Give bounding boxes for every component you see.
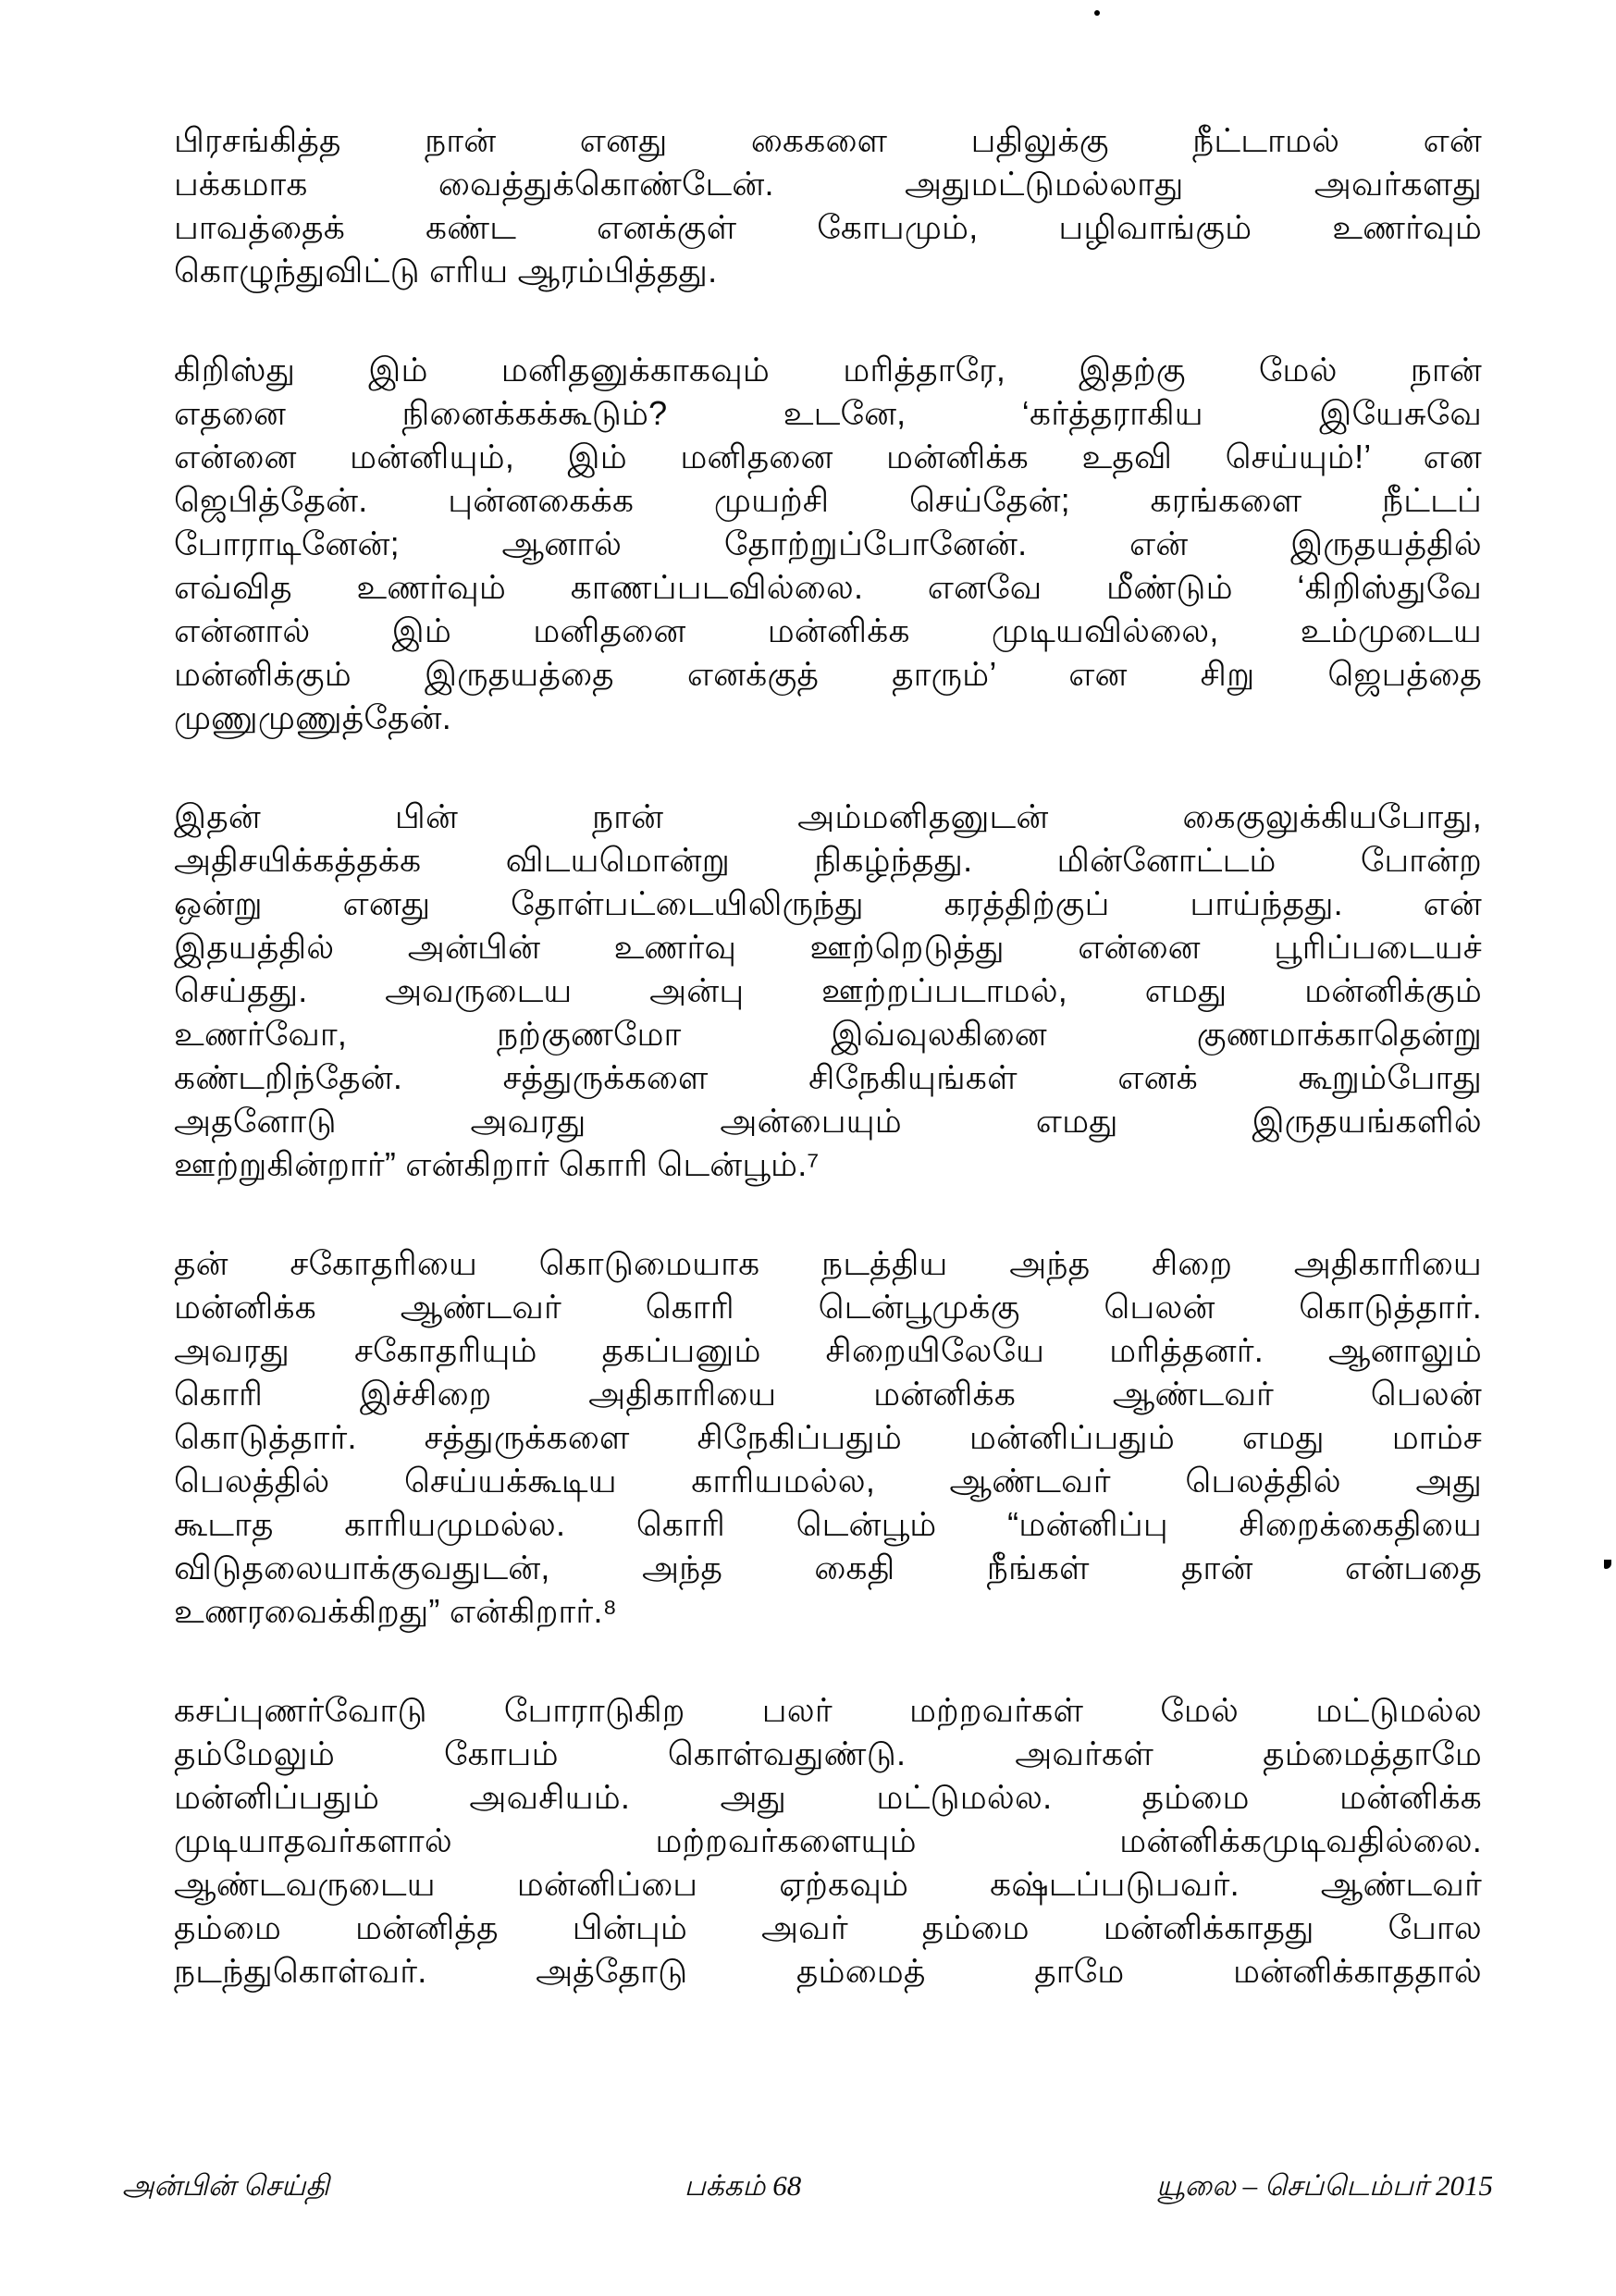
text-line: எவ்வித உணர்வும் காணப்படவில்லை. எனவே மீண்டும் ‘கிறிஸ்துவே [174,568,1482,606]
text-line: பிரசங்கித்த நான் எனது கைகளை பதிலுக்கு நீட்டாமல் என் [174,121,1482,159]
text-line: தம்மை மன்னித்த பின்பும் அவர் தம்மை மன்னிக்காதது போல [174,1908,1482,1946]
paragraph-5 [174,1688,1482,1993]
text-line: முடியாதவர்களால் மற்றவர்களையும் மன்னிக்கமுடிவதில்லை. [174,1821,1482,1859]
text-line: கண்டறிந்தேன். சத்துருக்களை சிநேகியுங்கள் எனக் கூறும்போது [174,1058,1482,1096]
footer-issue-date: யூலை – செப்டெம்பர் 2015 [1156,2169,1493,2202]
text-line: இதன் பின் நான் அம்மனிதனுடன் கைகுலுக்கியபோது, [174,797,1482,835]
text-line: கூடாத காரியமுமல்ல. கொரி டென்பூம் “மன்னிப்பு சிறைக்கைதியை [174,1505,1482,1543]
text-line: விடுதலையாக்குவதுடன், அந்த கைதி நீங்கள் தான் என்பதை [174,1549,1482,1586]
text-line: உணர்வோ, நற்குணமோ இவ்வுலகினை குணமாக்காதென்று [174,1015,1482,1053]
scan-artifact-dot [1094,10,1100,16]
text-line: கிறிஸ்து இம் மனிதனுக்காகவும் மரித்தாரே, இதற்கு மேல் நான் [174,351,1482,389]
text-line: அவரது சகோதரியும் தகப்பனும் சிறையிலேயே மரித்தனர். ஆனாலும் [174,1331,1482,1369]
text-line: கசப்புணர்வோடு போராடுகிற பலர் மற்றவர்கள் மேல் மட்டுமல்ல [174,1691,1482,1729]
footer-publication-title: அன்பின் செய்தி [122,2169,329,2202]
text-line: நடந்துகொள்வர். அத்தோடு தம்மைத் தாமே மன்னிக்காததால் [174,1952,1482,1990]
article-body [174,118,1482,1993]
text-line-with-footnote-8: உணரவைக்கிறது” என்கிறார்.⁸ [174,1592,618,1630]
text-line: அதிசயிக்கத்தக்க விடயமொன்று நிகழ்ந்தது. மின்னோட்டம் போன்ற [174,841,1482,879]
text-line: எதனை நினைக்கக்கூடும்? உடனே, ‘கர்த்தராகிய இயேசுவே [174,394,1482,432]
text-line: மன்னிப்பதும் அவசியம். அது மட்டுமல்ல. தம்மை மன்னிக்க [174,1778,1482,1816]
text-line-with-footnote-7: ஊற்றுகின்றார்” என்கிறார் கொரி டென்பூம்.⁷ [174,1145,820,1183]
text-line: அதனோடு அவரது அன்பையும் எமது இருதயங்களில் [174,1102,1482,1140]
paragraph-4 [174,1241,1482,1633]
text-line: கொடுத்தார். சத்துருக்களை சிநேகிப்பதும் மன்னிப்பதும் எமது மாம்ச [174,1418,1482,1456]
text-line: இதயத்தில் அன்பின் உணர்வு ஊற்றெடுத்து என்னை பூரிப்படையச் [174,928,1482,966]
page-footer [122,2167,1493,2204]
text-line: தம்மேலும் கோபம் கொள்வதுண்டு. அவர்கள் தம்மைத்தாமே [174,1734,1482,1772]
paragraph-2 [174,348,1482,739]
text-line: ஆண்டவருடைய மன்னிப்பை ஏற்கவும் கஷ்டப்படுபவர். ஆண்டவர் [174,1865,1482,1903]
text-line: பெலத்தில் செய்யக்கூடிய காரியமல்ல, ஆண்டவர் பெலத்தில் அது [174,1462,1482,1500]
text-line: கொழுந்துவிட்டு எரிய ஆரம்பித்தது. [174,252,718,290]
text-line: மன்னிக்கும் இருதயத்தை எனக்குத் தாரும்’ என சிறு ஜெபத்தை [174,655,1482,693]
text-line: முணுமுணுத்தேன். [174,698,451,736]
text-line: ஒன்று எனது தோள்பட்டையிலிருந்து கரத்திற்குப் பாய்ந்தது. என் [174,884,1482,922]
text-line: போராடினேன்; ஆனால் தோற்றுப்போனேன். என் இருதயத்தில் [174,525,1482,562]
text-line: என்னை மன்னியும், இம் மனிதனை மன்னிக்க உதவி செய்யும்!’ என [174,438,1482,475]
paragraph-3 [174,795,1482,1186]
text-line: தன் சகோதரியை கொடுமையாக நடத்திய அந்த சிறை அதிகாரியை [174,1244,1482,1282]
text-line: ஜெபித்தேன். புன்னகைக்க முயற்சி செய்தேன்; கரங்களை நீட்டப் [174,481,1482,519]
text-line: பாவத்தைக் கண்ட எனக்குள் கோபமும், பழிவாங்கும் உணர்வும் [174,208,1482,246]
text-line: பக்கமாக வைத்துக்கொண்டேன். அதுமட்டுமல்லாது அவர்களது [174,165,1482,203]
text-line: என்னால் இம் மனிதனை மன்னிக்க முடியவில்லை, உம்முடைய [174,611,1482,649]
scan-artifact-stray-mark [1604,1560,1611,1569]
text-line: மன்னிக்க ஆண்டவர் கொரி டென்பூமுக்கு பெலன் கொடுத்தார். [174,1288,1482,1326]
text-line: செய்தது. அவருடைய அன்பு ஊற்றப்படாமல், எமது மன்னிக்கும் [174,971,1482,1009]
text-line: கொரி இச்சிறை அதிகாரியை மன்னிக்க ஆண்டவர் பெலன் [174,1375,1482,1413]
footer-page-number: பக்கம் 68 [684,2169,802,2202]
paragraph-1 [174,118,1482,292]
